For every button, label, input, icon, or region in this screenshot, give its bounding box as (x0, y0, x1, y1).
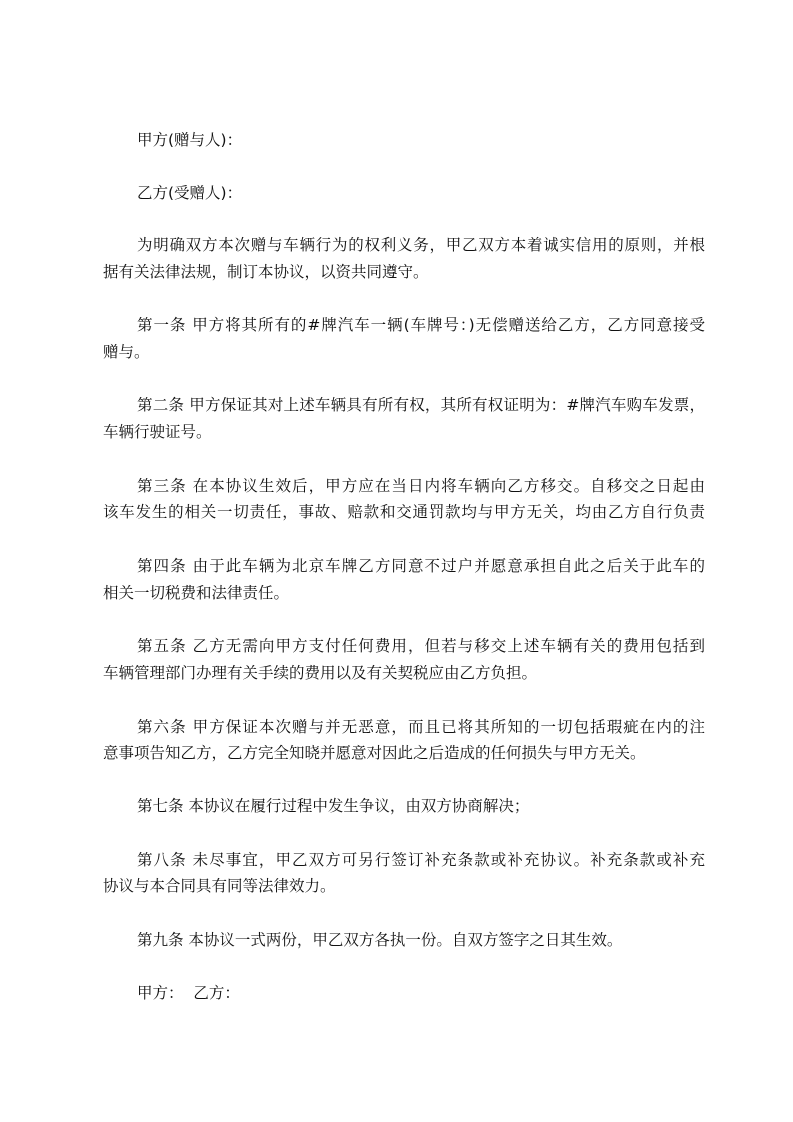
signature-line (137, 984, 240, 1002)
article-6-line-1: 第六条 甲方保证本次赠与并无恶意，而且已将其所知的一切包括瑕疵在内的注 (137, 718, 705, 736)
article-9-line-1: 第九条 本协议一式两份，甲乙双方各执一份。自双方签字之日其生效。 (137, 931, 623, 949)
article-4-line-2: 相关一切税费和法律责任。 (103, 584, 290, 602)
party-b-label: 乙方(受赠人)： (137, 184, 243, 202)
preamble-line-1: 为明确双方本次赠与车辆行为的权利义务，甲乙双方本着诚实信用的原则，并根 (137, 236, 705, 254)
article-7-line-1: 第七条 本协议在履行过程中发生争议，由双方协商解决； (137, 797, 530, 815)
article-8-line-2: 协议与本合同具有同等法律效力。 (103, 877, 336, 895)
article-2-line-2: 车辆行驶证号。 (103, 423, 212, 441)
article-1-line-2: 赠与。 (103, 343, 150, 361)
article-3-line-2: 该车发生的相关一切责任，事故、赔款和交通罚款均与甲方无关，均由乙方自行负责 (103, 503, 705, 521)
article-5-line-1: 第五条 乙方无需向甲方支付任何费用，但若与移交上述车辆有关的费用包括到 (137, 637, 705, 655)
preamble-line-2: 据有关法律法规，制订本协议，以资共同遵守。 (103, 263, 429, 281)
article-1-line-1: 第一条 甲方将其所有的#牌汽车一辆(车牌号：)无偿赠送给乙方，乙方同意接受 (137, 316, 705, 334)
signature-party-b: 乙方： (193, 984, 240, 1002)
article-6-line-2: 意事项告知乙方，乙方完全知晓并愿意对因此之后造成的任何损失与甲方无关。 (103, 744, 646, 762)
article-2-line-1: 第二条 甲方保证其对上述车辆具有所有权，其所有权证明为：#牌汽车购车发票， (137, 396, 705, 414)
article-8-line-1: 第八条 未尽事宜，甲乙双方可另行签订补充条款或补充协议。补充条款或补充 (137, 851, 705, 869)
party-a-label: 甲方(赠与人)： (137, 131, 243, 149)
article-3-line-1: 第三条 在本协议生效后，甲方应在当日内将车辆向乙方移交。自移交之日起由 (137, 477, 705, 495)
article-4-line-1: 第四条 由于此车辆为北京车牌乙方同意不过户并愿意承担自此之后关于此车的 (137, 557, 705, 575)
article-5-line-2: 车辆管理部门办理有关手续的费用以及有关契税应由乙方负担。 (103, 664, 538, 682)
signature-party-a: 甲方： (137, 984, 184, 1002)
